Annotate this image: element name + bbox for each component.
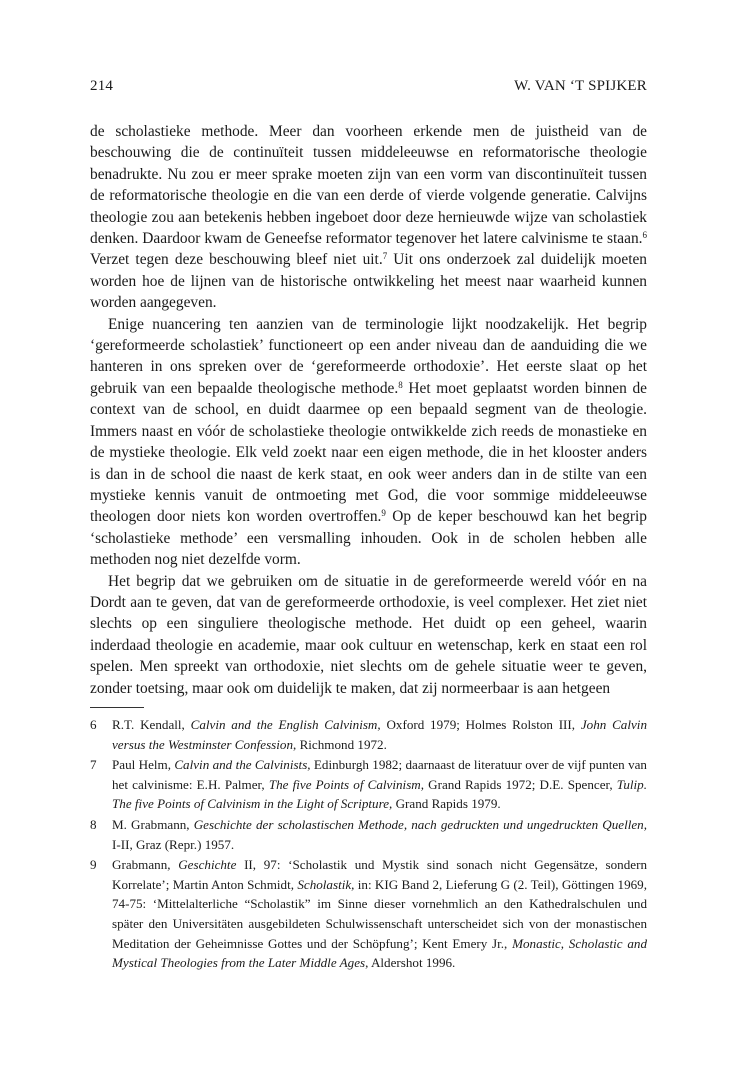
- fn6-title-2: John Calvin versus the Westminster Confession: [112, 717, 647, 752]
- fn7-d: Grand Rapids 1979.: [392, 796, 501, 812]
- footnote-text: [112, 715, 647, 754]
- fn8-b: I-II, Graz (Repr.) 1957.: [112, 836, 235, 852]
- footnote-9: [90, 855, 647, 973]
- paragraph-2-text-c: Op de keper beschouwd kan het begrip ‘scholastieke methode’ een versmalling inhouden. Ook in de scholen hebben alle methoden nog niet dezelfde vorm.: [90, 508, 647, 569]
- paragraph-3: Het begrip dat we gebruiken om de situatie in de gereformeerde wereld vóór en na Dordt aan te geven, dat van de gereformeerde orthodoxie, is veel complexer. Het ziet niet slechts op een singuliere theologische methode. Het duidt op een geheel, waarin inderdaad theologie en academie, maar ook cultuur en wetenschap, kerk en staat een rol spelen. Men spreekt van orthodoxie, niet slechts om de gehele situatie weer te geven, zonder toetsing, maar ook om duidelijk te maken, dat zij normeerbaar is aan hetgeen: [90, 572, 647, 697]
- paragraph-1-text-c: Uit ons onderzoek zal duidelijk moeten worden hoe de lijnen van de historische ontwikkeling het meest naar waarheid kunnen worden aangegeven.: [90, 251, 647, 312]
- footnote-text: [112, 755, 647, 814]
- footnote-ref-8[interactable]: 8: [398, 379, 403, 390]
- page-number: 214: [90, 78, 114, 94]
- fn9-title-3: Monastic, Scholastic and Mystical Theologies from the Later Middle Ages: [112, 935, 647, 971]
- fn9-b: II, 97: ‘Scholastik und Mystik sind sonach nicht Gegensätze, sondern Korrelate’; Martin Anton Schmidt,: [112, 857, 647, 892]
- fn9-d: , Aldershot 1996.: [365, 955, 456, 971]
- fn8-title-1: Geschichte der scholastischen Methode, nach gedruckten und ungedruckten Quellen,: [193, 816, 647, 832]
- fn6-b: Oxford 1979; Holmes Rolston III,: [380, 717, 581, 732]
- paragraph-2: [90, 314, 647, 571]
- footnote-ref-7[interactable]: 7: [382, 251, 388, 262]
- fn9-title-2: Scholastik,: [297, 876, 355, 892]
- paragraph-1-text-b: Verzet tegen deze beschouwing bleef niet uit.: [90, 251, 383, 269]
- paragraph-1-text-a: de scholastieke methode. Meer dan voorheen erkende men de juistheid van de beschouwing die de continuïteit tussen middeleeuwse en reformatorische theologie benadrukte. Nu zou er meer sprake moeten zijn van een vorm van discontinuïteit tussen de reformatorische theologie en die van een derde of vierde volgende generatie. Calvijns theologie zou aan betekenis hebben ingeboet door deze hernieuwde wijze van scholastiek denken. Daardoor kwam de Geneefse reformator tegenover het latere calvinisme te staan.: [90, 123, 647, 248]
- footnote-number: 9: [90, 857, 97, 873]
- footnotes: [90, 715, 647, 974]
- fn8-a: M. Grabmann,: [112, 816, 194, 832]
- fn9-a: Grabmann: [112, 857, 168, 873]
- footnote-8: [90, 815, 647, 854]
- fn6-c: , Richmond 1972.: [293, 736, 387, 752]
- footnote-text: [112, 815, 647, 854]
- footnote-ref-6[interactable]: 6: [642, 230, 647, 241]
- footnote-7: [90, 755, 647, 814]
- fn7-title-2: The five Points of Calvinism,: [268, 776, 425, 792]
- running-head-author: W. VAN ‘T SPIJKER: [514, 78, 647, 94]
- paragraph-2-text-b: Het moet geplaatst worden binnen de context van de school, en duidt daarmee op een bepaald segment van de theologie. Immers naast en vóór de scholastieke theologie ontwikkelde zich reeds de monastieke en de mystieke theologie. Elk veld zoekt naar een eigen methode, die in het klooster anders is dan in de school die naast de kerk staat, en ook weer anders dan in de stilte van een mystieke kennis vanuit de ontmoeting met God, die voor sommige middeleeuwse theologen door niets kon worden overtroffen.: [90, 379, 647, 526]
- fn7-title-1: Calvin and the Calvinists,: [174, 757, 311, 773]
- footnote-number: 8: [90, 816, 97, 832]
- footnote-ref-9[interactable]: 9: [381, 508, 386, 519]
- running-header: [90, 78, 647, 95]
- fn7-c: Grand Rapids 1972; D.E. Spencer,: [424, 776, 617, 792]
- paragraph-2-text-a: Enige nuancering ten aanzien van de terminologie lijkt noodzakelijk. Het begrip ‘gereformeerde scholastiek’ functioneert op een ander niveau dan de aanduiding die we hanteren in ons spreken over de ‘gereformeerde orthodoxie’. Het eerste slaat op het gebruik van een bepaalde theologische methode.: [90, 315, 647, 397]
- footnote-text: [112, 855, 647, 973]
- footnote-number: 7: [90, 757, 97, 773]
- fn6-a: R.T. Kendall,: [112, 717, 191, 732]
- fn7-b: Edinburgh 1982; daarnaast de literatuur over de vijf punten van het calvinisme: E.H. Palmer,: [112, 757, 647, 792]
- fn7-title-3: Tulip. The five Points of Calvinism in the Light of Scripture,: [112, 776, 647, 812]
- footnote-6: [90, 715, 647, 754]
- fn7-a: Paul Helm,: [112, 757, 175, 773]
- footnote-number: 6: [90, 717, 97, 732]
- footnote-divider: [90, 707, 144, 708]
- paragraph-1: [90, 121, 647, 314]
- fn9-title-1: , Geschichte: [167, 857, 237, 873]
- fn9-c: in: KIG Band 2, Lieferung G (2. Teil), Göttingen 1969, 74-75: ‘Mittelalterliche “Scholastik” im Sinne dieser vornehmlich an den Kathedralschulen und später den Universitäten ausgebildeten Schulwissenschaft unterscheidet sich von der monastischen Meditation der Geheimnisse Gottes und der Schöpfung’; Kent Emery Jr.,: [112, 876, 647, 951]
- fn6-title-1: Calvin and the English Calvinism,: [190, 717, 381, 732]
- main-text: [90, 121, 647, 699]
